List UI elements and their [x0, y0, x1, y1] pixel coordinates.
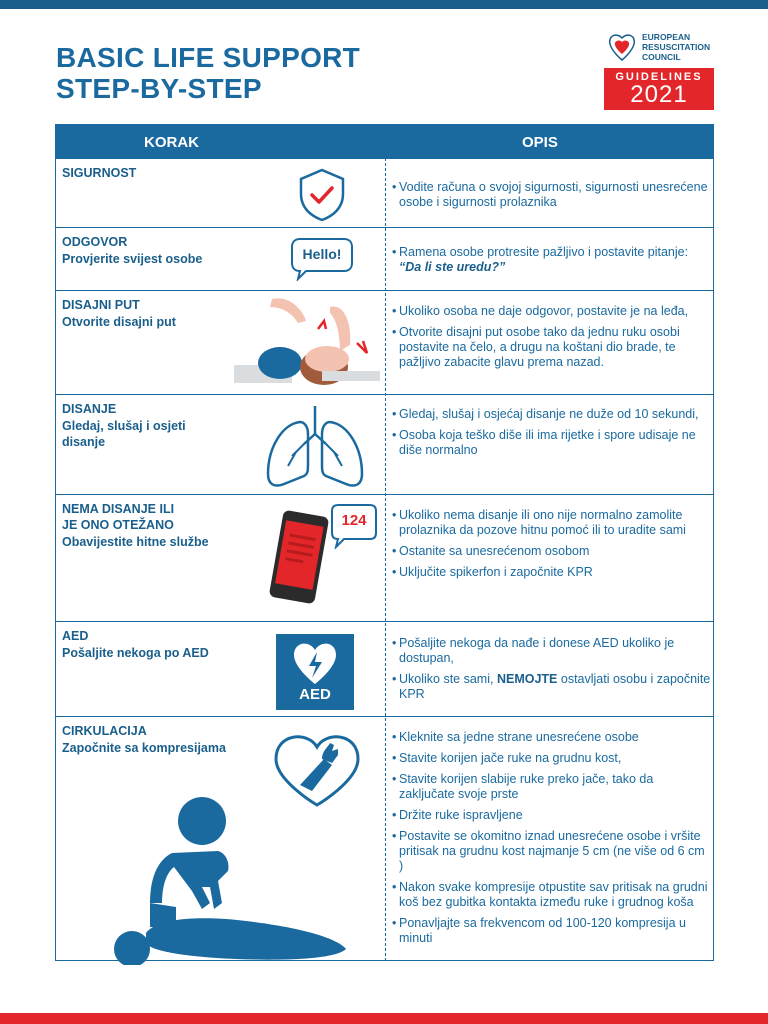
step-subtitle: Gledaj, slušaj i osjeti disanje — [62, 419, 186, 449]
speech-bubble-icon — [290, 237, 354, 277]
list-item: • Nakon svake kompresije otpustite sav pritisak na grudni koš bez gubitka kontakta između ruke i grudnog koša — [392, 880, 712, 910]
step-cell — [62, 501, 209, 550]
list-item: • Gledaj, slušaj i osjećaj disanje ne duže od 10 sekundi, — [392, 407, 712, 422]
logo-line-3: COUNCIL — [642, 52, 681, 62]
title-line-1: BASIC LIFE SUPPORT — [56, 42, 361, 73]
step-title: NEMA DISANJE ILI — [62, 502, 175, 516]
guidelines-badge — [604, 68, 714, 110]
victim-head-icon — [108, 929, 156, 965]
list-item: • Ukoliko osoba ne daje odgovor, postavite je na leđa, — [392, 304, 712, 319]
phone-icon — [264, 507, 334, 607]
aed-label: AED — [299, 686, 331, 703]
erc-logo — [604, 32, 714, 110]
step-subtitle: Započnite sa kompresijama — [62, 741, 226, 755]
step-title: DISAJNI PUT — [62, 298, 140, 312]
emphasis-text: NEMOJTE — [496, 672, 558, 686]
step-title: SIGURNOST — [62, 166, 137, 180]
step-title: DISANJE — [62, 402, 117, 416]
emergency-number: 124 — [341, 512, 367, 529]
step-subtitle: Otvorite disajni put — [62, 315, 176, 329]
description-list — [392, 180, 712, 216]
list-item: • Osoba koja teško diše ili ima rijetke i spore udisaje ne diše normalno — [392, 428, 712, 458]
list-item: • Kleknite sa jedne strane unesrećene osobe — [392, 730, 712, 745]
description-list — [392, 304, 712, 376]
description-list — [392, 407, 712, 464]
list-item: • Ukoliko nema disanje ili ono nije normalno zamolite prolaznika da pozove hitnu pomoć ili to uradite sami — [392, 508, 712, 538]
table-header — [56, 125, 713, 158]
call-bubble-icon — [330, 503, 378, 547]
logo-text — [642, 32, 710, 62]
hello-text: Hello! — [302, 246, 342, 262]
list-item: • Ostanite sa unesrećenom osobom — [392, 544, 712, 559]
guidelines-year: 2021 — [630, 81, 688, 108]
list-item: • Ponavljajte sa frekvencom od 100-120 kompresija u minuti — [392, 916, 712, 946]
step-subtitle: Provjerite svijest osobe — [62, 252, 203, 266]
table-row — [56, 227, 713, 290]
table-row — [56, 716, 713, 961]
step-subtitle: Obavijestite hitne službe — [62, 535, 209, 549]
description-list — [392, 636, 712, 708]
step-cell — [62, 401, 212, 450]
table-row — [56, 290, 713, 394]
list-item: • Otvorite disajni put osobe tako da jednu ruku osobi postavite na čelo, a drugu na koštani dio brade, te pažljivo zabacite glavu prema nazad. — [392, 325, 712, 370]
cpr-person-icon — [136, 791, 386, 963]
step-title: CIRKULACIJA — [62, 724, 147, 738]
list-item: • Uključite spikerfon i započnite KPR — [392, 565, 712, 580]
list-item: • Vodite računa o svojoj sigurnosti, sigurnosti unesrećene osobe i sigurnosti prolaznika — [392, 180, 712, 210]
table-row — [56, 394, 713, 494]
step-cell — [62, 234, 202, 267]
list-item: • Pošaljite nekoga da nađe i donese AED ukoliko je dostupan, — [392, 636, 712, 666]
description-list — [392, 245, 712, 281]
bottom-bar — [0, 1013, 768, 1024]
shield-check-icon — [298, 168, 346, 222]
head-tilt-icon — [232, 293, 382, 391]
list-item: • Držite ruke ispravljene — [392, 808, 712, 823]
header-opis: OPIS — [522, 134, 558, 151]
step-cell — [62, 628, 209, 661]
aed-icon — [276, 634, 354, 710]
step-title: AED — [62, 629, 89, 643]
list-item — [392, 245, 712, 275]
table-row — [56, 158, 713, 227]
list-item: • Postavite se okomitno iznad unesrećene osobe i vršite pritisak na grudnu kost najmanje 5 cm (ne više od 6 cm ) — [392, 829, 712, 874]
table-row — [56, 621, 713, 716]
logo-line-2: RESUSCITATION — [642, 42, 711, 52]
step-title-line-2: JE ONO OTEŽANO — [62, 518, 174, 532]
title-line-2: STEP-BY-STEP — [56, 73, 262, 104]
steps-table — [55, 124, 714, 961]
question-text: “Da li ste uredu?” — [399, 260, 506, 274]
list-item-text: ostavljati osobu i započnite KPR — [399, 672, 711, 701]
header-korak: KORAK — [144, 134, 199, 151]
lungs-icon — [264, 404, 366, 490]
guidelines-label: GUIDELINES — [615, 71, 703, 83]
step-cell — [62, 723, 226, 756]
step-title: ODGOVOR — [62, 235, 128, 249]
list-item: • Stavite korijen slabije ruke preko jače, tako da zaključate svoje prste — [392, 772, 712, 802]
logo-line-1: EUROPEAN — [642, 32, 691, 42]
page-title — [56, 42, 360, 104]
step-cell — [62, 165, 136, 181]
list-item-text: Ukoliko ste sami, — [399, 672, 497, 686]
step-subtitle: Pošaljite nekoga po AED — [62, 646, 209, 660]
list-item — [392, 672, 712, 702]
description-list — [392, 730, 712, 952]
table-row — [56, 494, 713, 621]
top-bar — [0, 0, 768, 9]
list-item: • Stavite korijen jače ruke na grudnu kost, — [392, 751, 712, 766]
step-cell — [62, 297, 176, 330]
list-item-text: Ramena osobe protresite pažljivo i postavite pitanje: — [399, 245, 689, 259]
heart-lungs-icon — [606, 32, 638, 66]
description-list — [392, 508, 712, 586]
